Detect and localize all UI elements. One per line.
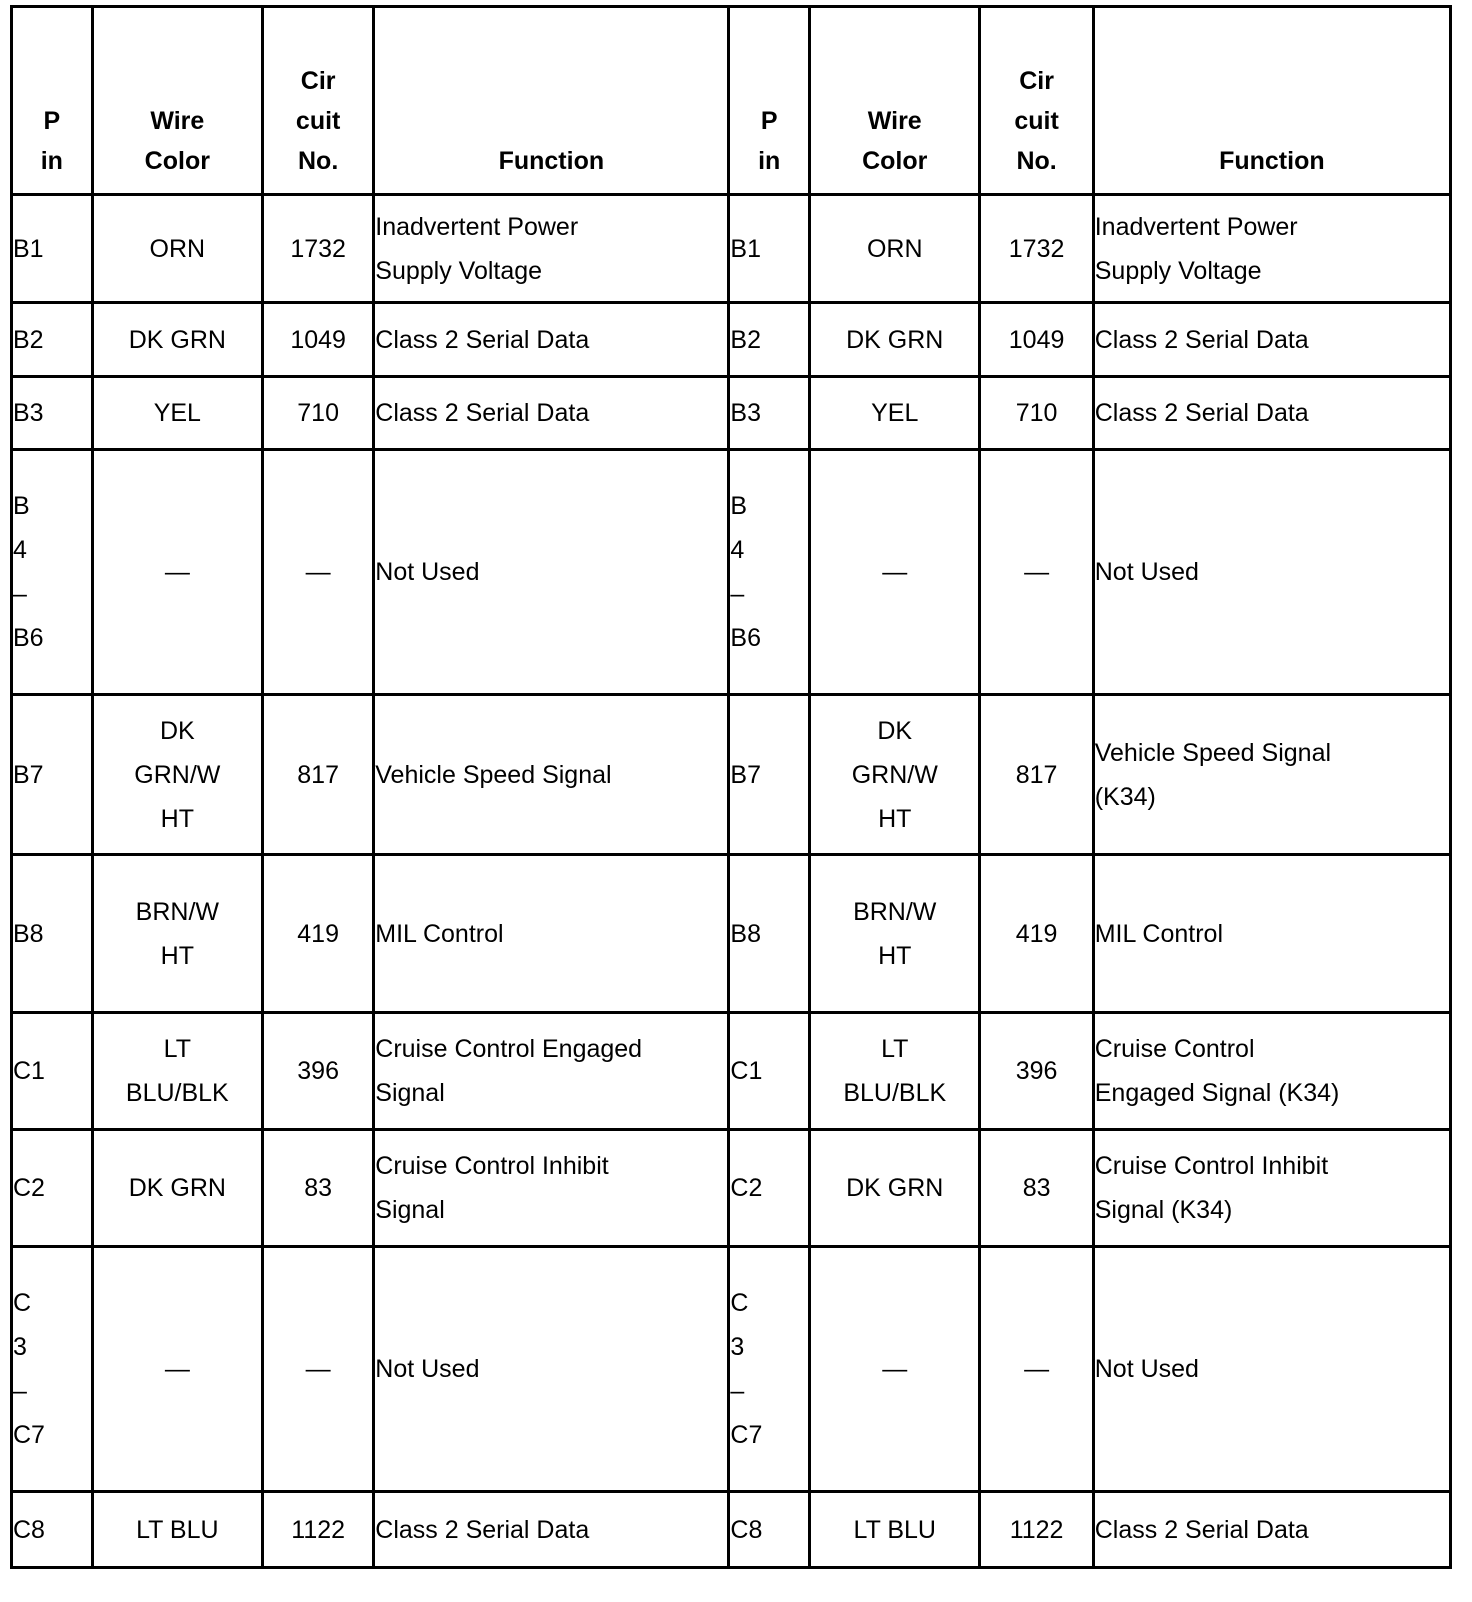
circuit-no-cell-right: —	[980, 450, 1093, 695]
wire-color-cell-left: DK GRN	[92, 303, 262, 377]
wire-color-cell-left: BRN/W HT	[92, 855, 262, 1013]
pin-cell-right: C8	[729, 1492, 810, 1568]
function-cell-left: Vehicle Speed Signal	[374, 695, 729, 855]
pin-cell-left: B7	[12, 695, 93, 855]
pin-cell-right: C 3 – C7	[729, 1247, 810, 1492]
wire-color-cell-right: YEL	[810, 377, 980, 450]
header-function-left: Function	[374, 7, 729, 195]
wire-color-cell-right: DK GRN	[810, 303, 980, 377]
pin-cell-left: B2	[12, 303, 93, 377]
header-circuit-no-left: Cir cuit No.	[263, 7, 374, 195]
table-row	[12, 450, 1451, 695]
table-row	[12, 377, 1451, 450]
function-cell-right: MIL Control	[1093, 855, 1450, 1013]
function-cell-left: Inadvertent Power Supply Voltage	[374, 195, 729, 303]
pin-cell-left: C8	[12, 1492, 93, 1568]
pin-cell-left: B 4 – B6	[12, 450, 93, 695]
function-cell-right: Vehicle Speed Signal (K34)	[1093, 695, 1450, 855]
wire-color-cell-left: —	[92, 450, 262, 695]
wire-color-cell-right: ORN	[810, 195, 980, 303]
wire-color-cell-left: LT BLU	[92, 1492, 262, 1568]
wire-color-cell-left: DK GRN/W HT	[92, 695, 262, 855]
table-row	[12, 1013, 1451, 1130]
pin-cell-right: B 4 – B6	[729, 450, 810, 695]
circuit-no-cell-right: 83	[980, 1130, 1093, 1247]
wire-color-cell-right: —	[810, 450, 980, 695]
table-row	[12, 1247, 1451, 1492]
header-row	[12, 7, 1451, 195]
circuit-no-cell-right: 1049	[980, 303, 1093, 377]
circuit-no-cell-right: 396	[980, 1013, 1093, 1130]
pin-cell-right: C2	[729, 1130, 810, 1247]
header-pin-right: P in	[729, 7, 810, 195]
table-row	[12, 855, 1451, 1013]
circuit-no-cell-left: 419	[263, 855, 374, 1013]
header-wire-color-right: Wire Color	[810, 7, 980, 195]
function-cell-left: Class 2 Serial Data	[374, 1492, 729, 1568]
wire-color-cell-right: DK GRN	[810, 1130, 980, 1247]
circuit-no-cell-left: —	[263, 450, 374, 695]
circuit-no-cell-right: 1732	[980, 195, 1093, 303]
wire-color-cell-left: —	[92, 1247, 262, 1492]
pin-cell-left: B1	[12, 195, 93, 303]
circuit-no-cell-right: 817	[980, 695, 1093, 855]
connector-pinout-table	[10, 5, 1452, 1569]
function-cell-right: Inadvertent Power Supply Voltage	[1093, 195, 1450, 303]
table-row	[12, 303, 1451, 377]
pin-cell-right: B7	[729, 695, 810, 855]
function-cell-right: Not Used	[1093, 1247, 1450, 1492]
wire-color-cell-left: LT BLU/BLK	[92, 1013, 262, 1130]
function-cell-left: Class 2 Serial Data	[374, 377, 729, 450]
circuit-no-cell-left: 710	[263, 377, 374, 450]
circuit-no-cell-right: 710	[980, 377, 1093, 450]
circuit-no-cell-left: —	[263, 1247, 374, 1492]
circuit-no-cell-right: 419	[980, 855, 1093, 1013]
wire-color-cell-left: ORN	[92, 195, 262, 303]
pin-cell-right: B3	[729, 377, 810, 450]
pin-cell-left: B8	[12, 855, 93, 1013]
pinout-table-container	[10, 5, 1452, 1569]
wire-color-cell-right: LT BLU	[810, 1492, 980, 1568]
circuit-no-cell-left: 1732	[263, 195, 374, 303]
wire-color-cell-right: LT BLU/BLK	[810, 1013, 980, 1130]
header-circuit-no-right: Cir cuit No.	[980, 7, 1093, 195]
pin-cell-right: B2	[729, 303, 810, 377]
wire-color-cell-right: —	[810, 1247, 980, 1492]
table-row	[12, 195, 1451, 303]
circuit-no-cell-right: —	[980, 1247, 1093, 1492]
pin-cell-left: C2	[12, 1130, 93, 1247]
header-function-right: Function	[1093, 7, 1450, 195]
function-cell-right: Not Used	[1093, 450, 1450, 695]
table-row	[12, 695, 1451, 855]
wire-color-cell-right: BRN/W HT	[810, 855, 980, 1013]
function-cell-left: Not Used	[374, 1247, 729, 1492]
pin-cell-left: C1	[12, 1013, 93, 1130]
function-cell-right: Class 2 Serial Data	[1093, 303, 1450, 377]
circuit-no-cell-left: 83	[263, 1130, 374, 1247]
circuit-no-cell-left: 1049	[263, 303, 374, 377]
wire-color-cell-left: DK GRN	[92, 1130, 262, 1247]
pin-cell-left: B3	[12, 377, 93, 450]
function-cell-right: Cruise Control Engaged Signal (K34)	[1093, 1013, 1450, 1130]
circuit-no-cell-right: 1122	[980, 1492, 1093, 1568]
pin-cell-right: B1	[729, 195, 810, 303]
header-pin-left: P in	[12, 7, 93, 195]
function-cell-left: Cruise Control Engaged Signal	[374, 1013, 729, 1130]
function-cell-right: Class 2 Serial Data	[1093, 1492, 1450, 1568]
function-cell-right: Cruise Control Inhibit Signal (K34)	[1093, 1130, 1450, 1247]
wire-color-cell-right: DK GRN/W HT	[810, 695, 980, 855]
table-row	[12, 1492, 1451, 1568]
function-cell-left: Class 2 Serial Data	[374, 303, 729, 377]
circuit-no-cell-left: 1122	[263, 1492, 374, 1568]
pin-cell-right: C1	[729, 1013, 810, 1130]
header-wire-color-left: Wire Color	[92, 7, 262, 195]
pin-cell-right: B8	[729, 855, 810, 1013]
pin-cell-left: C 3 – C7	[12, 1247, 93, 1492]
function-cell-right: Class 2 Serial Data	[1093, 377, 1450, 450]
circuit-no-cell-left: 396	[263, 1013, 374, 1130]
circuit-no-cell-left: 817	[263, 695, 374, 855]
table-row	[12, 1130, 1451, 1247]
function-cell-left: Not Used	[374, 450, 729, 695]
wire-color-cell-left: YEL	[92, 377, 262, 450]
function-cell-left: Cruise Control Inhibit Signal	[374, 1130, 729, 1247]
function-cell-left: MIL Control	[374, 855, 729, 1013]
